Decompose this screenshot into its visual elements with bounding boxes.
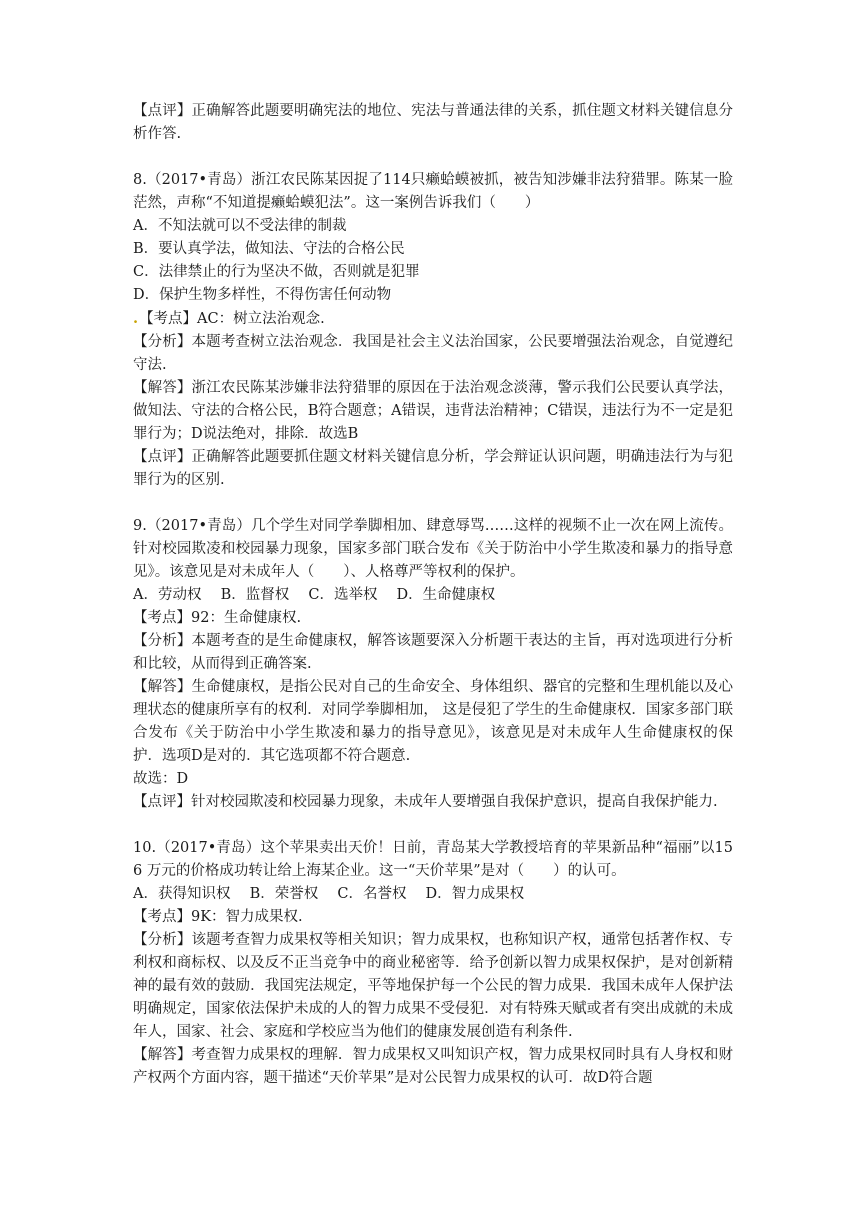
- spacer: [133, 492, 733, 515]
- text-paragraph: 【解答】考查智力成果权的理解．智力成果权又叫知识产权，智力成果权同时具有人身权和财产权两个方面内容，题干描述“天价苹果”是对公民智力成果权的认可．故D符合题: [133, 1047, 733, 1086]
- text-paragraph: B．要认真学法，做知法、守法的合格公民: [133, 241, 405, 257]
- answer-explanations: [133, 100, 733, 1090]
- text-paragraph: 故选：D: [133, 771, 189, 787]
- text-paragraph: 【分析】本题考查树立法治观念．我国是社会主义法治国家，公民要增强法治观念，自觉遵纪守法.: [133, 334, 733, 373]
- text-paragraph: 【点评】针对校园欺凌和校园暴力现象，未成年人要增强自我保护意识，提高自我保护能力.: [133, 794, 718, 810]
- bullet-dot-icon: .: [133, 310, 139, 327]
- text-paragraph: A．劳动权 B．监督权 C．选举权 D．生命健康权: [133, 587, 496, 603]
- text-paragraph: A．不知法就可以不受法律的制裁: [133, 218, 347, 234]
- text-paragraph: 【点评】正确解答此题要明确宪法的地位、宪法与普通法律的关系，抓住题文材料关键信息分析作答.: [133, 103, 733, 142]
- text-paragraph: .【考点】AC：树立法治观念.: [133, 310, 325, 327]
- text-paragraph: 【考点】9K：智力成果权.: [133, 909, 303, 925]
- text-paragraph: D．保护生物多样性，不得伤害任何动物: [133, 287, 392, 303]
- text-paragraph: C．法律禁止的行为坚决不做，否则就是犯罪: [133, 264, 420, 280]
- text-paragraph: 【点评】正确解答此题要抓住题文材料关键信息分析，学会辩证认识问题，明确违法行为与犯罪行为的区别.: [133, 449, 733, 488]
- text-paragraph: 【解答】浙江农民陈某涉嫌非法狩猎罪的原因在于法治观念淡薄，警示我们公民要认真学法，做知法、守法的合格公民，B符合题意；A错误，违背法治精神；C错误，违法行为不一定是犯罪行为；D说法绝对，排除．故选B: [133, 380, 733, 442]
- text-paragraph: 【考点】92：生命健康权.: [133, 610, 302, 626]
- spacer: [133, 814, 733, 837]
- spacer: [133, 146, 733, 169]
- text-paragraph: A．获得知识权 B．荣誉权 C．名誉权 D．智力成果权: [133, 886, 525, 902]
- text-paragraph: 9.（2017•青岛）几个学生对同学拳脚相加、肆意辱骂……这样的视频不止一次在网上流传。针对校园欺凌和校园暴力现象，国家多部门联合发布《关于防治中小学生欺凌和暴力的指导意见》。该意见是对未成年人（ ）、人格尊严等权利的保护。: [133, 518, 733, 580]
- text-paragraph: 【分析】该题考查智力成果权等相关知识；智力成果权，也称知识产权，通常包括著作权、专利权和商标权、以及反不正当竞争中的商业秘密等．给予创新以智力成果权保护，是对创新精神的最有效的鼓励．我国宪法规定，平等地保护每一个公民的智力成果．我国未成年人保护法明确规定，国家依法保护未成的人的智力成果不受侵犯．对有特殊天赋或者有突出成就的未成年人，国家、社会、家庭和学校应当为他们的健康发展创造有利条件.: [133, 932, 733, 1040]
- text-paragraph: 【分析】本题考查的是生命健康权，解答该题要深入分析题干表达的主旨，再对选项进行分析和比较，从而得到正确答案.: [133, 633, 733, 672]
- text-paragraph: 10.（2017•青岛）这个苹果卖出天价！日前，青岛某大学教授培育的苹果新品种“福丽”以156 万元的价格成功转让给上海某企业。这一“天价苹果”是对（ ）的认可。: [133, 840, 733, 879]
- text-paragraph: 【解答】生命健康权，是指公民对自己的生命安全、身体组织、器官的完整和生理机能以及心理状态的健康所享有的权利．对同学拳脚相加， 这是侵犯了学生的生命健康权．国家多部门联合发布《关于防治中小学生欺凌和暴力的指导意见》，该意见是对未成年人生命健康权的保护．选项D是对的．其它选项都不符合题意.: [133, 679, 733, 764]
- text-paragraph: 8.（2017•青岛）浙江农民陈某因捉了114只癞蛤蟆被抓，被告知涉嫌非法狩猎罪。陈某一脸茫然，声称“不知道提癞蛤蟆犯法”。这一案例告诉我们（ ）: [133, 172, 733, 211]
